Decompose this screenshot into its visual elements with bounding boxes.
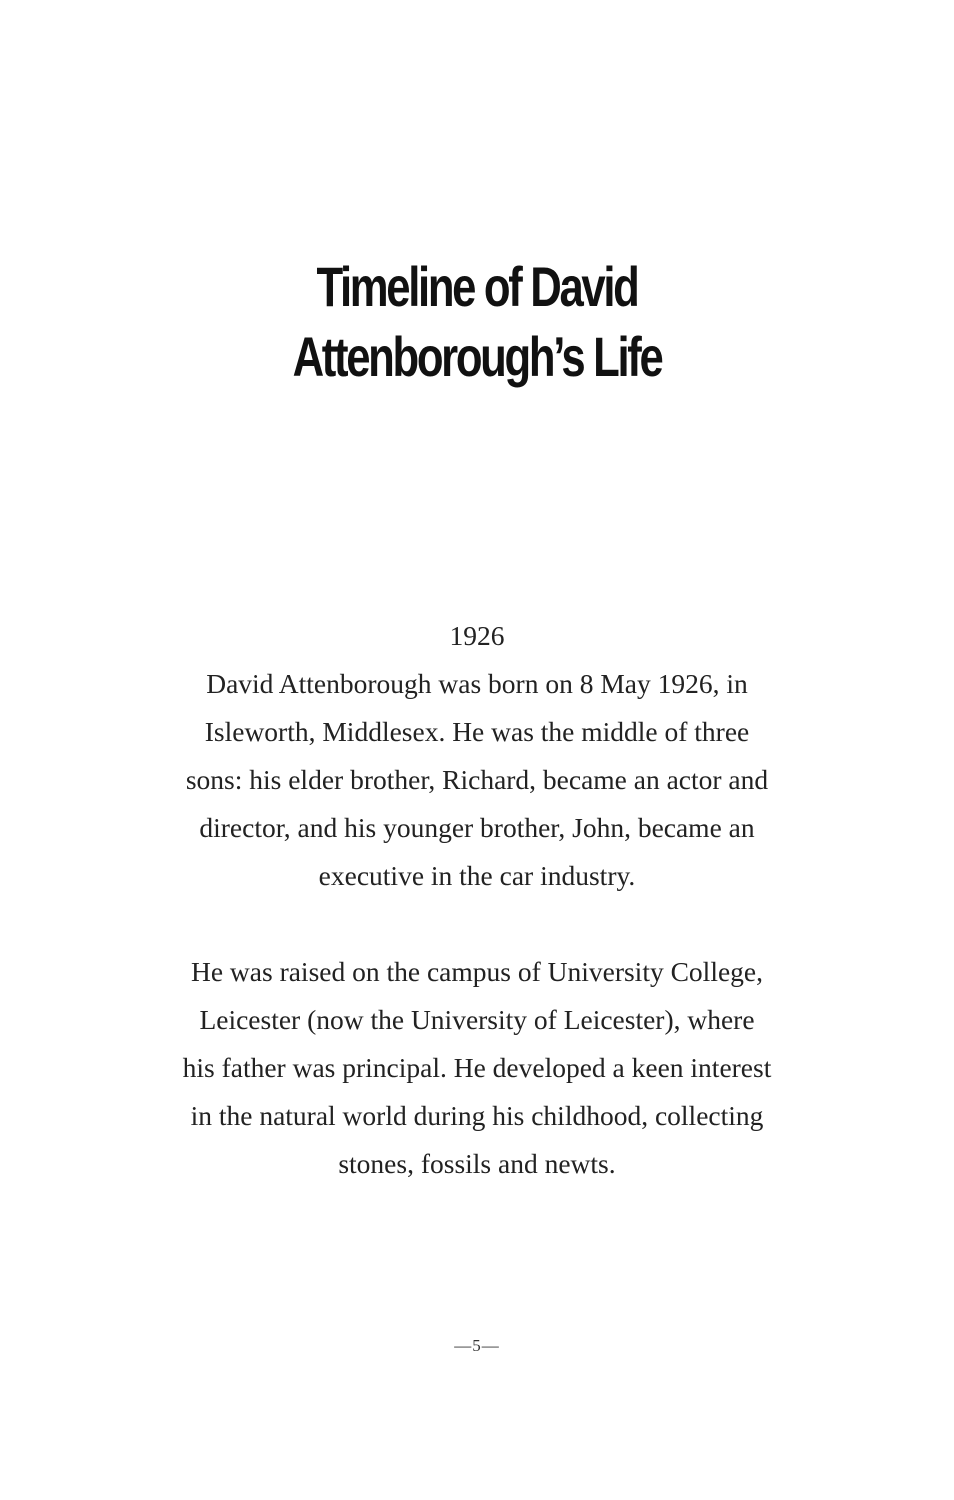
timeline-entry (107, 612, 847, 1188)
entry-paragraph-1 (107, 660, 847, 900)
text-line: stones, fossils and newts. (338, 1148, 616, 1179)
text-line: executive in the car industry. (318, 860, 636, 891)
text-line: Leicester (now the University of Leicester), where (199, 1004, 755, 1035)
page-number: —5— (454, 1336, 500, 1355)
text-line: David Attenborough was born on 8 May 1926, in (206, 668, 748, 699)
entry-year: 1926 (449, 620, 505, 651)
text-line: He was raised on the campus of University College, (190, 956, 763, 987)
text-line: sons: his elder brother, Richard, became an actor and (185, 764, 769, 795)
text-line: his father was principal. He developed a keen interest (182, 1052, 772, 1083)
text-line: director, and his younger brother, John, became an (199, 812, 755, 843)
paragraph-spacer (107, 900, 847, 948)
title-line-1: Timeline of David (316, 255, 638, 318)
text-line: Isleworth, Middlesex. He was the middle of three (204, 716, 750, 747)
entry-paragraph-2 (107, 948, 847, 1188)
page-title (105, 252, 849, 392)
title-line-2: Attenborough’s Life (292, 325, 662, 388)
text-line: in the natural world during his childhood, collecting (190, 1100, 764, 1131)
